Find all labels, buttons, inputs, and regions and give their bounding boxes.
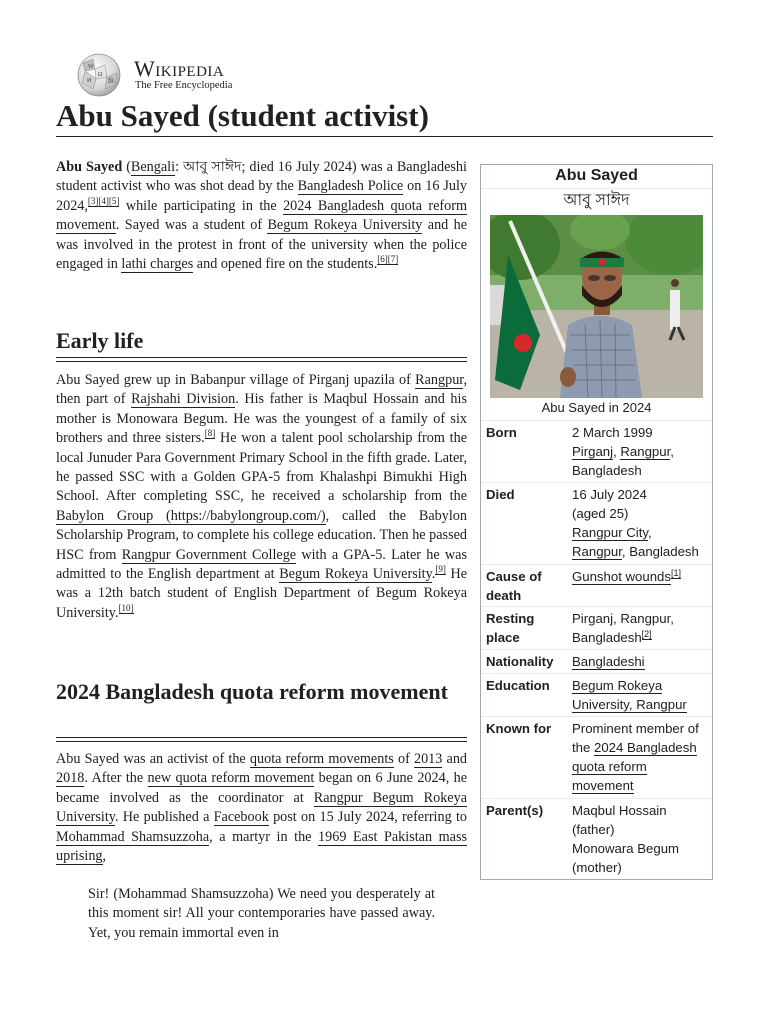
- infobox-row-born: [481, 420, 712, 483]
- link-rangpur-brur[interactable]: Rangpur Begum Rokeya University: [56, 789, 467, 826]
- lead-text: and he was involved in the protest in front of the university when the police engaged in: [56, 217, 468, 273]
- parent-mother-relation: (mother): [572, 860, 622, 875]
- parent-father: Maqbul Hossain: [572, 803, 667, 818]
- svg-text:W: W: [88, 64, 94, 70]
- died-value: 16 July 2024 (aged 25) Rangpur City, Rangpur, Bangladesh: [572, 487, 699, 559]
- known-for-text: Prominent member of the: [572, 721, 699, 755]
- infobox: [480, 164, 713, 880]
- wikipedia-tagline: The Free Encyclopedia: [135, 80, 233, 91]
- wikipedia-globe-logo[interactable]: [75, 53, 123, 97]
- infobox-native-name: আবু সাঈদ: [563, 192, 630, 209]
- body-text: and: [442, 751, 468, 767]
- body-text: . After the: [84, 770, 148, 787]
- citation-8[interactable]: [8]: [204, 428, 216, 439]
- svg-text:Ω: Ω: [98, 72, 103, 78]
- link-education[interactable]: Begum Rokeya University, Rangpur: [572, 678, 687, 712]
- body-text: post on 15 July 2024, referring to: [268, 809, 467, 826]
- died-country: Bangladesh: [629, 544, 699, 559]
- link-rangpur-born[interactable]: Rangpur: [620, 444, 671, 459]
- lead-text: . Sayed was a student of: [115, 217, 268, 234]
- quota-paragraph: [56, 750, 467, 866]
- died-date: 16 July 2024: [572, 487, 647, 502]
- body-text: . He published a: [114, 809, 214, 826]
- known-for-value: [572, 719, 710, 795]
- infobox-row-resting: [481, 606, 712, 650]
- body-text: He was a 12th batch student of English Department of Begum Rokeya University.: [56, 566, 468, 621]
- link-shamsuzzoha[interactable]: Mohammad Shamsuzzoha: [56, 828, 210, 845]
- born-date: 2 March 1999: [572, 425, 653, 440]
- parents-value: [572, 801, 710, 877]
- title-divider: [56, 136, 713, 137]
- citation-7[interactable]: [7]: [387, 254, 399, 265]
- body-text: Abu Sayed was an activist of the: [56, 751, 250, 767]
- citation-6[interactable]: [6]: [377, 254, 388, 265]
- citation-1[interactable]: [1]: [670, 567, 681, 578]
- body-text: began on 6 June 2024, he became involved as the coordinator at: [56, 770, 467, 806]
- link-known-movement[interactable]: 2024 Bangladesh quota reform movement: [572, 740, 697, 793]
- nationality-label: Nationality: [486, 654, 554, 669]
- link-gunshot-wounds[interactable]: Gunshot wounds: [572, 569, 671, 584]
- link-quota-reform-movements[interactable]: quota reform movements: [249, 751, 394, 767]
- died-label: Died: [486, 487, 515, 502]
- infobox-row-nationality: [481, 649, 712, 674]
- blockquote: Sir! (Mohammad Shamsuzzoha) We need you desperately at this moment sir! All your contemporaries have passed away. Yet, you remain immortal even in: [88, 886, 435, 941]
- citation-3[interactable]: [3]: [87, 196, 99, 207]
- infobox-row-known-for: [481, 716, 712, 799]
- body-text: .: [431, 566, 436, 583]
- page-title: Abu Sayed (student activist): [56, 98, 429, 133]
- infobox-row-cause: [481, 564, 712, 607]
- svg-text:維: 維: [108, 79, 115, 85]
- heading-early-life: Early life: [56, 328, 144, 353]
- link-bangladeshi[interactable]: Bangladeshi: [572, 654, 645, 669]
- early-life-paragraph: [56, 371, 467, 623]
- link-lathi-charges[interactable]: lathi charges: [121, 256, 194, 273]
- lead-text: and opened fire on the students.: [193, 256, 378, 273]
- resting-place: Pirganj, Rangpur, Bangladesh: [572, 611, 674, 645]
- body-text: He won a talent pool scholarship from the local Junuder Para Government Primary School in the fifth grade. Later, he passed SSC with a Golden GPA-5 from Khalashpi Bimukhi High School. After completing SSC, he received a scholarship from the: [56, 430, 467, 505]
- lead-text: ; died 16 July 2024) was a Bangladeshi student activist who was shot dead by the: [56, 159, 467, 195]
- infobox-row-education: [481, 673, 712, 717]
- link-new-quota-reform[interactable]: new quota reform movement: [147, 770, 315, 787]
- link-rangpur[interactable]: Rangpur: [415, 372, 464, 388]
- body-text: , called the Babylon Scholarship Program, to complete his college education. Then he passed HSC from: [56, 507, 467, 563]
- link-bangladesh-police[interactable]: Bangladesh Police: [297, 178, 404, 195]
- heading-divider: [56, 357, 467, 362]
- died-age: (aged 25): [572, 506, 629, 521]
- parent-father-relation: (father): [572, 822, 615, 837]
- body-text: , then part of: [56, 372, 467, 408]
- photo-caption: Abu Sayed in 2024: [541, 400, 652, 415]
- link-rangpur-city[interactable]: Rangpur City: [572, 525, 648, 540]
- link-2013[interactable]: 2013: [413, 751, 443, 767]
- body-text: with a GPA-5. Later he was admitted to the English department at: [56, 546, 467, 583]
- parents-label: Parent(s): [486, 803, 544, 818]
- link-1969-uprising[interactable]: 1969 East Pakistan mass uprising: [56, 828, 468, 865]
- link-facebook[interactable]: Facebook: [213, 809, 269, 826]
- infobox-row-died: [481, 482, 712, 565]
- infobox-title: Abu Sayed: [481, 165, 712, 189]
- link-begum-rokeya-university[interactable]: Begum Rokeya University: [267, 217, 423, 234]
- citation-10[interactable]: [10]: [118, 603, 134, 614]
- education-value: [572, 676, 710, 714]
- body-text: of: [393, 751, 414, 767]
- lead-text: on 16 July 2024,: [56, 178, 467, 214]
- body-text: ,: [102, 848, 107, 865]
- citation-2[interactable]: [2]: [641, 628, 652, 639]
- link-2018[interactable]: 2018: [56, 770, 85, 787]
- svg-text:И: И: [87, 78, 92, 84]
- cause-label: Cause of death: [486, 569, 542, 603]
- heading-divider: [56, 737, 467, 742]
- link-rajshahi-division[interactable]: Rajshahi Division: [131, 391, 236, 408]
- link-rangpur-govt-college[interactable]: Rangpur Government College: [121, 546, 297, 563]
- body-text: , a martyr in the: [209, 828, 319, 845]
- link-brur[interactable]: Begum Rokeya University: [279, 566, 432, 583]
- link-2024-movement[interactable]: 2024 Bangladesh quota reform movement: [56, 197, 468, 234]
- citation-5[interactable]: [5]: [108, 196, 120, 207]
- subject-name: Abu Sayed: [56, 159, 123, 175]
- citation-9[interactable]: [9]: [435, 564, 446, 575]
- infobox-row-parents: [481, 798, 712, 879]
- body-text: Abu Sayed grew up in Babanpur village of Pirganj upazila of: [56, 372, 416, 388]
- bengali-name: আবু সাঈদ: [182, 159, 242, 175]
- heading-quota-reform: 2024 Bangladesh quota reform movement: [56, 679, 448, 704]
- link-pirganj[interactable]: Pirganj: [572, 444, 614, 459]
- known-for-label: Known for: [486, 721, 552, 736]
- resting-label: Resting place: [486, 611, 535, 645]
- born-value: 2 March 1999 Pirganj, Rangpur, Bangladesh: [572, 425, 674, 478]
- education-label: Education: [486, 678, 550, 693]
- citation-4[interactable]: [4]: [98, 196, 109, 207]
- body-text: . His father is Maqbul Hossain and his mother is Monowara Begum. He was the youngest of a family of six brothers and three sisters.: [56, 391, 467, 447]
- lead-text: while participating in the: [119, 197, 284, 214]
- lead-paragraph: Abu Sayed (Bengali: আবু সাঈদ; died 16 July 2024) was a Bangladeshi student activist who was shot dead by the Bangladesh Police on 16 July 2024,[3][4][5] while participating in the 2024 Bangladesh quota reform movement. Sayed was a student of Begum Rokeya University and he was involved in the protest in front of the university when the police engaged in lathi charges and opened fire on the students.[6][7]: [56, 159, 468, 273]
- wikipedia-wordmark[interactable]: Wikipedia: [134, 56, 225, 81]
- portrait-photo[interactable]: [490, 215, 703, 398]
- parent-mother: Monowara Begum: [572, 841, 680, 856]
- nationality-value: [572, 652, 710, 671]
- cause-value: [572, 567, 710, 586]
- resting-value: [572, 609, 710, 647]
- link-babylon-group[interactable]: Babylon Group (https://babylongroup.com/): [56, 507, 326, 524]
- born-country: Bangladesh: [572, 463, 642, 478]
- born-label: Born: [486, 425, 517, 440]
- link-bengali[interactable]: Bengali: [130, 159, 176, 175]
- link-rangpur-died[interactable]: Rangpur: [572, 544, 622, 559]
